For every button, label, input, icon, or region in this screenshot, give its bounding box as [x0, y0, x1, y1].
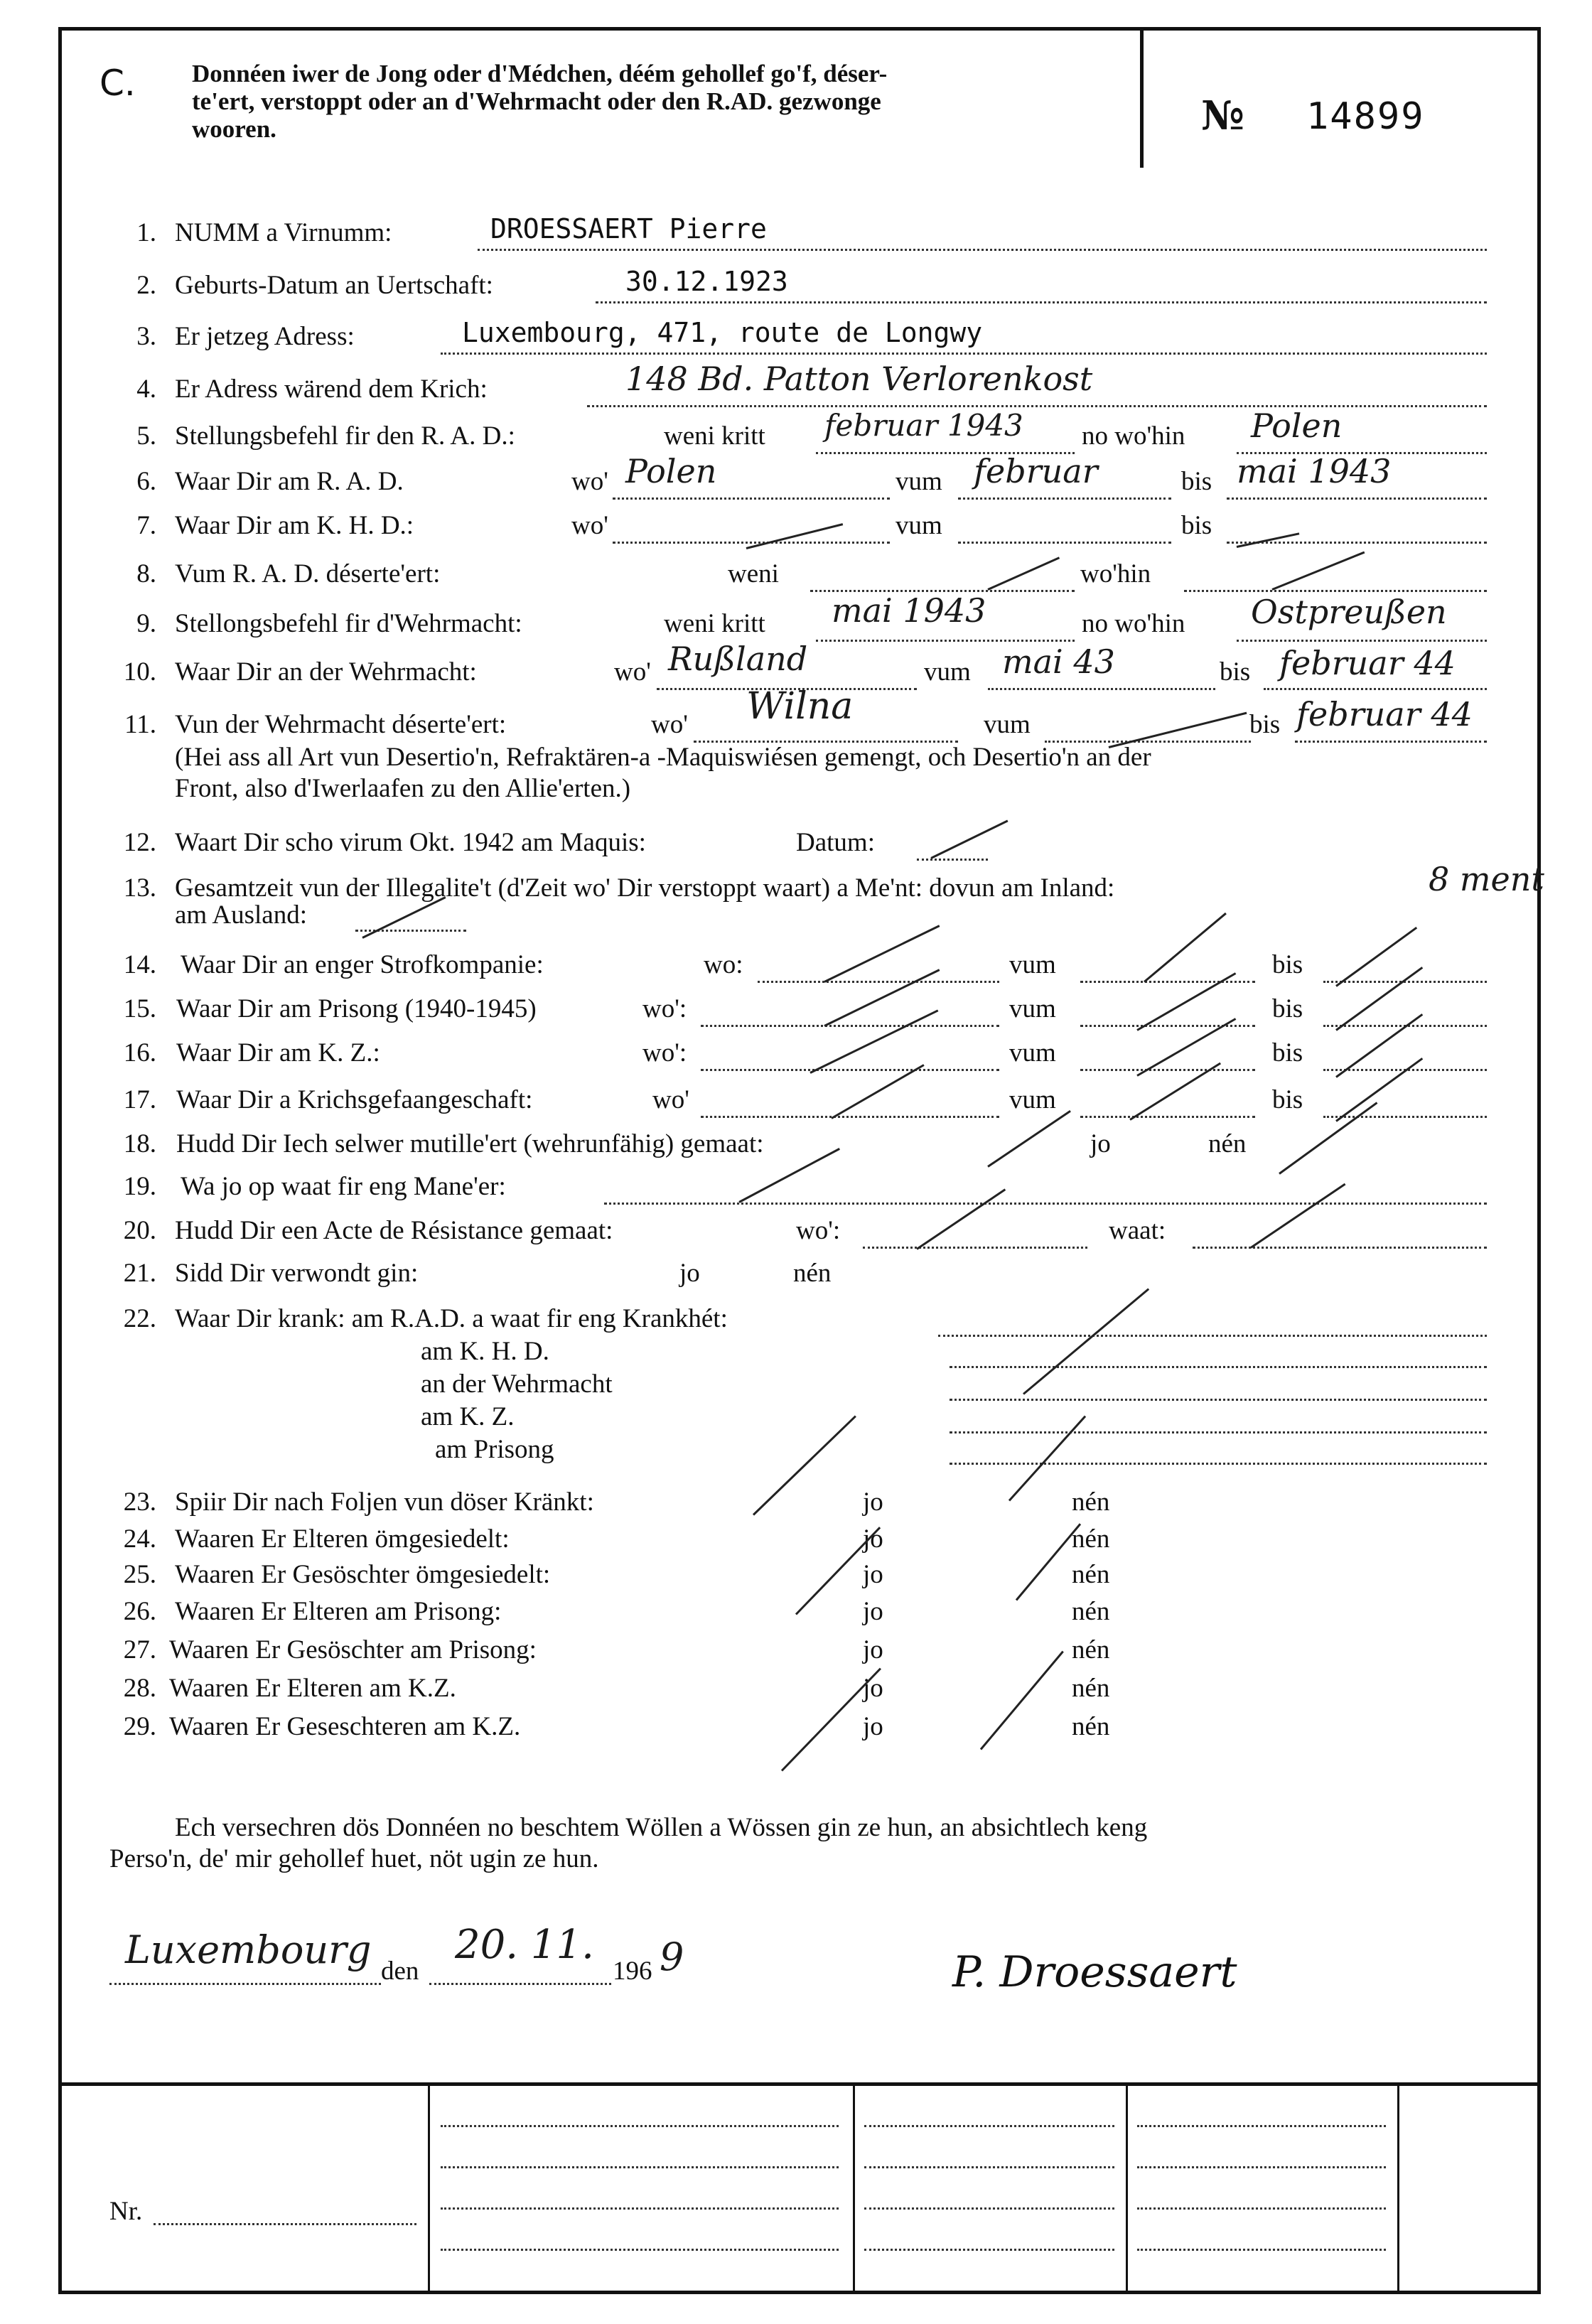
- q12-number: 12.: [123, 828, 156, 857]
- q1-dotted-line: [478, 249, 1487, 251]
- form-title-line: wooren.: [192, 115, 276, 143]
- footer-dotted-line: [441, 2207, 839, 2210]
- q16-bis-label: bis: [1272, 1038, 1303, 1067]
- number-sign: №: [1201, 92, 1244, 139]
- footer-dotted-line: [1137, 2207, 1386, 2210]
- footer-dotted-line: [1137, 2125, 1386, 2127]
- footer-dotted-line: [864, 2207, 1114, 2210]
- signature: P. Droessaert: [952, 1947, 1237, 1997]
- q22-sub-dotted-line: [950, 1463, 1487, 1465]
- q28-number: 28.: [123, 1674, 156, 1703]
- q9-label: Stellongsbefehl fir d'Wehrmacht:: [175, 609, 522, 638]
- q26-no-label: nén: [1072, 1597, 1110, 1626]
- q6-wo-label: wo': [571, 467, 608, 496]
- q2-value: 30.12.1923: [625, 266, 788, 297]
- footer-dotted-line: [441, 2249, 839, 2251]
- nr-dotted-line: [154, 2223, 416, 2225]
- year-value: 9: [660, 1935, 684, 1979]
- q20-number: 20.: [123, 1216, 156, 1245]
- q12-dotted-line: [917, 859, 988, 861]
- q13-label: Gesamtzeit vun der Illegalite't (d'Zeit wo' Dir verstoppt waart) a Me'nt: dovun am Inland:: [175, 873, 1115, 903]
- q21-yes-label: jo: [679, 1259, 700, 1288]
- q12-date-label: Datum:: [796, 828, 875, 857]
- footer-top-rule: [61, 2082, 1538, 2086]
- q5-when-label: weni kritt: [664, 421, 765, 451]
- footer-dotted-line: [1137, 2166, 1386, 2168]
- q4-value: 148 Bd. Patton Verlorenkost: [625, 360, 1093, 398]
- q25-number: 25.: [123, 1560, 156, 1589]
- q20-wo-label: wo':: [796, 1216, 841, 1245]
- q1-number: 1.: [136, 218, 156, 247]
- q7-label: Waar Dir am K. H. D.:: [175, 511, 414, 540]
- q9-when-value: mai 1943: [832, 591, 986, 630]
- q14-bis-label: bis: [1272, 950, 1303, 979]
- q10-vum-value: mai 43: [1002, 642, 1115, 681]
- q7-number: 7.: [136, 511, 156, 540]
- q15-number: 15.: [123, 994, 156, 1023]
- q27-number: 27.: [123, 1635, 156, 1664]
- footer-column-divider: [1126, 2085, 1128, 2291]
- nr-label: Nr.: [109, 2197, 143, 2226]
- q17-label: Waar Dir a Krichsgefaangeschaft:: [176, 1085, 533, 1114]
- q5-label: Stellungsbefehl fir den R. A. D.:: [175, 421, 515, 451]
- q10-bis-value: februar 44: [1279, 644, 1456, 682]
- q8-where-dotted-line: [1184, 590, 1487, 592]
- q22-sub-label: an der Wehrmacht: [421, 1370, 613, 1399]
- q6-wo-value: Polen: [625, 452, 717, 490]
- q7-bis-dotted-line: [1227, 542, 1487, 544]
- q18-number: 18.: [123, 1129, 156, 1158]
- q16-wo-label: wo':: [642, 1038, 687, 1067]
- q11-vum-label: vum: [984, 710, 1031, 739]
- q16-number: 16.: [123, 1038, 156, 1067]
- q22-dotted-line: [938, 1335, 1487, 1337]
- q9-where-dotted-line: [1237, 640, 1487, 642]
- q11-wo-value: Wilna: [746, 685, 854, 728]
- q28-label: Waaren Er Elteren am K.Z.: [169, 1674, 456, 1703]
- q21-label: Sidd Dir verwondt gin:: [175, 1259, 419, 1288]
- q26-label: Waaren Er Elteren am Prisong:: [175, 1597, 502, 1626]
- q7-vum-dotted-line: [958, 542, 1171, 544]
- q20-label: Hudd Dir een Acte de Résistance gemaat:: [175, 1216, 613, 1245]
- q10-bis-dotted-line: [1264, 688, 1487, 690]
- q22-sub-label: am K. H. D.: [421, 1337, 549, 1366]
- q15-wo-label: wo':: [642, 994, 687, 1023]
- q10-wo-label: wo': [614, 657, 651, 687]
- q11-wo-label: wo': [651, 710, 688, 739]
- q10-wo-value: Rußland: [668, 640, 808, 678]
- q22-sub-label: am K. Z.: [421, 1402, 515, 1431]
- q10-label: Waar Dir an der Wehrmacht:: [175, 657, 477, 687]
- q2-label: Geburts-Datum an Uertschaft:: [175, 271, 493, 300]
- q16-label: Waar Dir am K. Z.:: [176, 1038, 380, 1067]
- q6-label: Waar Dir am R. A. D.: [175, 467, 404, 496]
- form-title: [192, 60, 1116, 143]
- q15-label: Waar Dir am Prisong (1940-1945): [176, 994, 537, 1023]
- q29-number: 29.: [123, 1712, 156, 1741]
- footer-dotted-line: [441, 2166, 839, 2168]
- q22-sub-dotted-line: [950, 1399, 1487, 1401]
- q23-no-label: nén: [1072, 1488, 1110, 1517]
- footer-column-divider: [428, 2085, 430, 2291]
- date-dotted-line: [429, 1983, 611, 1985]
- form-number: 14899: [1306, 95, 1425, 138]
- q12-label: Waart Dir scho virum Okt. 1942 am Maquis:: [175, 828, 646, 857]
- q3-number: 3.: [136, 322, 156, 351]
- q17-wo-dotted-line: [701, 1116, 999, 1118]
- place-dotted-line: [109, 1983, 381, 1985]
- q23-yes-label: jo: [863, 1488, 883, 1517]
- q21-number: 21.: [123, 1259, 156, 1288]
- q22-label: Waar Dir krank: am R.A.D. a waat fir eng Krankhét:: [175, 1304, 728, 1333]
- q14-wo-label: wo:: [704, 950, 743, 979]
- q22-sub-dotted-line: [950, 1431, 1487, 1433]
- q7-bis-label: bis: [1181, 511, 1212, 540]
- q24-label: Waaren Er Elteren ömgesiedelt:: [175, 1524, 510, 1554]
- form-title-line: te'ert, verstoppt oder an d'Wehrmacht oder den R.AD. gezwonge: [192, 87, 881, 115]
- q11-bis-label: bis: [1249, 710, 1281, 739]
- q4-number: 4.: [136, 375, 156, 404]
- date-value: 20. 11.: [455, 1922, 594, 1968]
- footer-dotted-line: [1137, 2249, 1386, 2251]
- q9-when-label: weni kritt: [664, 609, 765, 638]
- q27-label: Waaren Er Gesöschter am Prisong:: [169, 1635, 537, 1664]
- q15-vum-dotted-line: [1080, 1025, 1255, 1027]
- footer-dotted-line: [864, 2249, 1114, 2251]
- declaration-line: Ech versechren dös Donnéen no beschtem Wöllen a Wössen gin ze hun, an absichtlech keng: [175, 1813, 1148, 1842]
- year-label: 196: [613, 1957, 652, 1986]
- q6-number: 6.: [136, 467, 156, 496]
- q17-wo-label: wo': [652, 1085, 689, 1114]
- q9-where-label: no wo'hin: [1082, 609, 1185, 638]
- q3-label: Er jetzeg Adress:: [175, 322, 355, 351]
- q8-when-label: weni: [728, 559, 779, 588]
- q20-waat-label: waat:: [1109, 1216, 1166, 1245]
- den-label: den: [381, 1957, 419, 1986]
- q23-label: Spiir Dir nach Foljen vun döser Kränkt:: [175, 1488, 594, 1517]
- q10-vum-label: vum: [924, 657, 971, 687]
- place-value: Luxembourg: [125, 1927, 372, 1972]
- q1-label: NUMM a Virnumm:: [175, 218, 392, 247]
- q20-waat-dotted-line: [1193, 1247, 1487, 1249]
- q2-dotted-line: [596, 301, 1487, 303]
- q11-note-line: (Hei ass all Art vun Desertio'n, Refraktären-a -Maquiswiésen gemengt, och Desertio'n an der: [175, 743, 1151, 772]
- q8-number: 8.: [136, 559, 156, 588]
- q6-vum-label: vum: [896, 467, 942, 496]
- q9-where-value: Ostpreußen: [1251, 593, 1447, 631]
- q6-bis-value: mai 1943: [1237, 452, 1392, 490]
- q18-label: Hudd Dir Iech selwer mutille'ert (wehrunfähig) gemaat:: [176, 1129, 764, 1158]
- q10-vum-dotted-line: [988, 688, 1215, 690]
- q25-no-label: nén: [1072, 1560, 1110, 1589]
- q25-yes-label: jo: [863, 1560, 883, 1589]
- q8-label: Vum R. A. D. déserte'ert:: [175, 559, 441, 588]
- declaration-line: Perso'n, de' mir gehollef huet, nöt ugin ze hun.: [109, 1844, 599, 1873]
- q19-label: Wa jo op waat fir eng Mane'er:: [181, 1172, 506, 1201]
- form-title-line: Donnéen iwer de Jong oder d'Médchen, déém gehollef go'f, déser-: [192, 60, 888, 87]
- q22-sub-label: am Prisong: [435, 1435, 554, 1464]
- q26-number: 26.: [123, 1597, 156, 1626]
- q28-yes-label: jo: [863, 1674, 883, 1703]
- q3-dotted-line: [441, 353, 1487, 355]
- q7-vum-label: vum: [896, 511, 942, 540]
- footer-dotted-line: [441, 2125, 839, 2127]
- q8-where-label: wo'hin: [1080, 559, 1151, 588]
- q13-inland-value: 8 ment: [1429, 860, 1544, 898]
- q13-number: 13.: [123, 873, 156, 903]
- q14-wo-dotted-line: [758, 981, 999, 983]
- q22-number: 22.: [123, 1304, 156, 1333]
- q5-where-value: Polen: [1251, 407, 1343, 445]
- q13-abroad-label: am Ausland:: [175, 900, 308, 930]
- q9-when-dotted-line: [816, 640, 1075, 642]
- q29-no-label: nén: [1072, 1712, 1110, 1741]
- q6-vum-value: februar: [974, 452, 1098, 490]
- q16-vum-dotted-line: [1080, 1069, 1255, 1071]
- q27-no-label: nén: [1072, 1635, 1110, 1664]
- q26-yes-label: jo: [863, 1597, 883, 1626]
- q14-label: Waar Dir an enger Strofkompanie:: [181, 950, 544, 979]
- q24-no-label: nén: [1072, 1524, 1110, 1554]
- q19-number: 19.: [123, 1172, 156, 1201]
- q10-number: 10.: [123, 657, 156, 687]
- q11-bis-dotted-line: [1295, 741, 1487, 743]
- footer-column-divider: [853, 2085, 855, 2291]
- q15-bis-label: bis: [1272, 994, 1303, 1023]
- q14-vum-dotted-line: [1080, 981, 1255, 983]
- q11-label: Vun der Wehrmacht déserte'ert:: [175, 710, 507, 739]
- q17-vum-dotted-line: [1080, 1116, 1255, 1118]
- q7-wo-dotted-line: [613, 542, 890, 544]
- q6-vum-dotted-line: [958, 497, 1171, 500]
- q15-wo-dotted-line: [701, 1025, 999, 1027]
- q11-bis-value: februar 44: [1296, 695, 1473, 733]
- q6-bis-label: bis: [1181, 467, 1212, 496]
- q29-label: Waaren Er Geseschteren am K.Z.: [169, 1712, 521, 1741]
- q3-value: Luxembourg, 471, route de Longwy: [462, 317, 983, 348]
- q23-number: 23.: [123, 1488, 156, 1517]
- q4-dotted-line: [587, 405, 1487, 407]
- header-divider: [1140, 28, 1144, 168]
- q5-number: 5.: [136, 421, 156, 451]
- q20-wo-dotted-line: [863, 1247, 1087, 1249]
- q17-vum-label: vum: [1009, 1085, 1056, 1114]
- q6-wo-dotted-line: [613, 497, 890, 500]
- q24-yes-label: jo: [863, 1524, 883, 1554]
- q6-bis-dotted-line: [1227, 497, 1487, 500]
- q25-label: Waaren Er Gesöschter ömgesiedelt:: [175, 1560, 551, 1589]
- q17-number: 17.: [123, 1085, 156, 1114]
- q5-where-label: no wo'hin: [1082, 421, 1185, 451]
- q11-note-line: Front, also d'Iwerlaafen zu den Allie'erten.): [175, 774, 631, 803]
- q1-value: DROESSAERT Pierre: [490, 213, 767, 244]
- footer-dotted-line: [864, 2125, 1114, 2127]
- q22-sub-dotted-line: [950, 1366, 1487, 1368]
- q17-bis-dotted-line: [1323, 1116, 1487, 1118]
- q9-number: 9.: [136, 609, 156, 638]
- q11-number: 11.: [124, 710, 156, 739]
- q21-no-label: nén: [793, 1259, 832, 1288]
- q27-yes-label: jo: [863, 1635, 883, 1664]
- q18-no-label: nén: [1208, 1129, 1247, 1158]
- q19-dotted-line: [604, 1203, 1487, 1205]
- q7-wo-label: wo': [571, 511, 608, 540]
- footer-column-divider: [1397, 2085, 1399, 2291]
- q17-bis-label: bis: [1272, 1085, 1303, 1114]
- q14-vum-label: vum: [1009, 950, 1056, 979]
- q14-number: 14.: [123, 950, 156, 979]
- footer-dotted-line: [864, 2166, 1114, 2168]
- q5-when-value: februar 1943: [824, 408, 1023, 443]
- q15-vum-label: vum: [1009, 994, 1056, 1023]
- q24-number: 24.: [123, 1524, 156, 1554]
- q2-number: 2.: [136, 271, 156, 300]
- section-letter: C.: [100, 63, 136, 104]
- q10-bis-label: bis: [1220, 657, 1251, 687]
- q18-yes-label: jo: [1090, 1129, 1111, 1158]
- q16-wo-dotted-line: [701, 1069, 999, 1071]
- q16-vum-label: vum: [1009, 1038, 1056, 1067]
- q28-no-label: nén: [1072, 1674, 1110, 1703]
- q4-label: Er Adress wärend dem Krich:: [175, 375, 488, 404]
- q29-yes-label: jo: [863, 1712, 883, 1741]
